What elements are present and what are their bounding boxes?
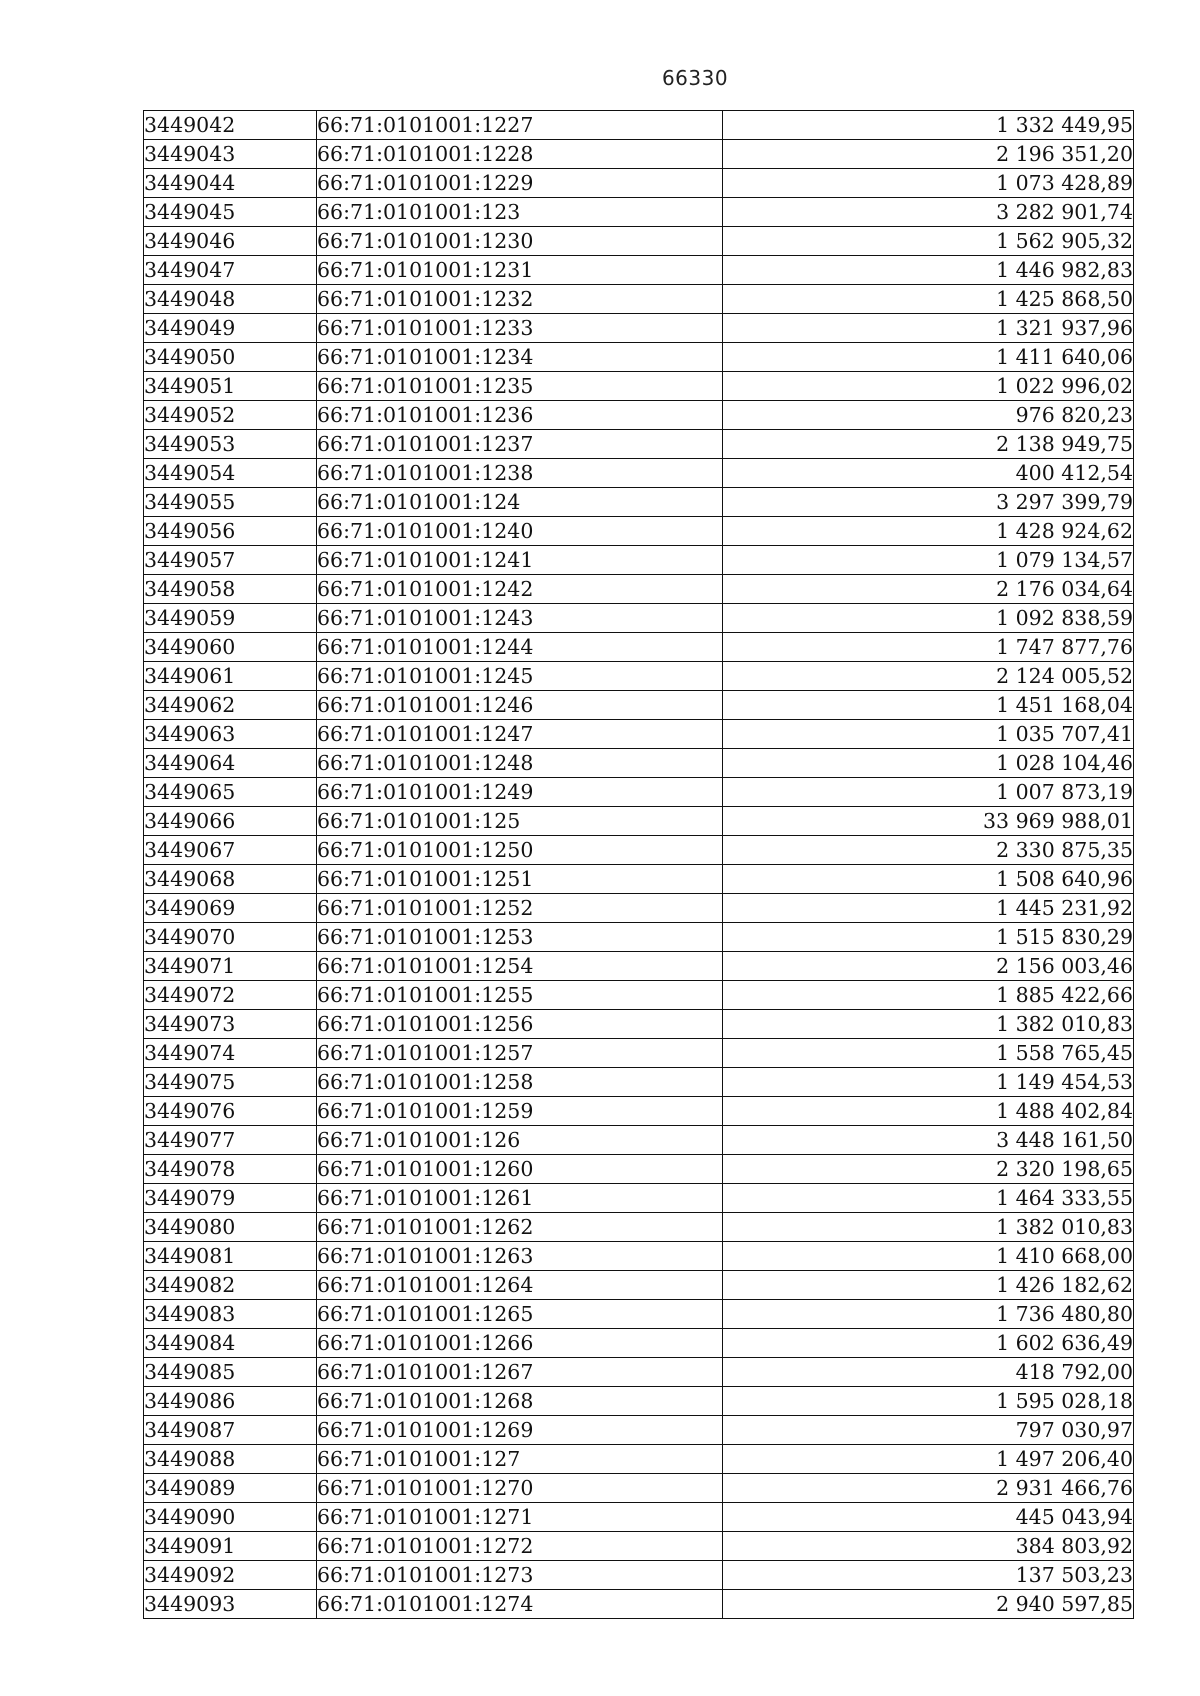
cadastral-number-cell: 66:71:0101001:1240	[317, 517, 723, 546]
value-cell: 3 297 399,79	[723, 488, 1134, 517]
cadastral-number-cell: 66:71:0101001:1236	[317, 401, 723, 430]
cadastral-number-cell: 66:71:0101001:1231	[317, 256, 723, 285]
value-cell: 137 503,23	[723, 1561, 1134, 1590]
value-cell: 1 464 333,55	[723, 1184, 1134, 1213]
value-cell: 384 803,92	[723, 1532, 1134, 1561]
table-row	[144, 1300, 1134, 1329]
cadastral-number-cell: 66:71:0101001:1265	[317, 1300, 723, 1329]
table-row	[144, 1068, 1134, 1097]
table-row	[144, 1445, 1134, 1474]
value-cell: 2 156 003,46	[723, 952, 1134, 981]
cadastral-number-cell: 66:71:0101001:1242	[317, 575, 723, 604]
value-cell: 1 558 765,45	[723, 1039, 1134, 1068]
cadastral-number-cell: 66:71:0101001:1266	[317, 1329, 723, 1358]
table-row	[144, 285, 1134, 314]
table-row	[144, 517, 1134, 546]
row-id-cell: 3449087	[144, 1416, 317, 1445]
value-cell: 1 562 905,32	[723, 227, 1134, 256]
cadastral-number-cell: 66:71:0101001:1230	[317, 227, 723, 256]
row-id-cell: 3449066	[144, 807, 317, 836]
table-row	[144, 1329, 1134, 1358]
cadastral-number-cell: 66:71:0101001:1260	[317, 1155, 723, 1184]
cadastral-number-cell: 66:71:0101001:123	[317, 198, 723, 227]
value-cell: 2 931 466,76	[723, 1474, 1134, 1503]
cadastral-number-cell: 66:71:0101001:1261	[317, 1184, 723, 1213]
row-id-cell: 3449063	[144, 720, 317, 749]
cadastral-number-cell: 66:71:0101001:1246	[317, 691, 723, 720]
row-id-cell: 3449050	[144, 343, 317, 372]
table-row	[144, 169, 1134, 198]
row-id-cell: 3449080	[144, 1213, 317, 1242]
row-id-cell: 3449052	[144, 401, 317, 430]
table-row	[144, 662, 1134, 691]
cadastral-number-cell: 66:71:0101001:125	[317, 807, 723, 836]
data-table	[143, 110, 1134, 1619]
row-id-cell: 3449064	[144, 749, 317, 778]
table-row	[144, 1561, 1134, 1590]
value-cell: 2 320 198,65	[723, 1155, 1134, 1184]
value-cell: 1 382 010,83	[723, 1010, 1134, 1039]
row-id-cell: 3449069	[144, 894, 317, 923]
row-id-cell: 3449065	[144, 778, 317, 807]
cadastral-number-cell: 66:71:0101001:1235	[317, 372, 723, 401]
row-id-cell: 3449074	[144, 1039, 317, 1068]
value-cell: 976 820,23	[723, 401, 1134, 430]
table-row	[144, 865, 1134, 894]
row-id-cell: 3449079	[144, 1184, 317, 1213]
table-row	[144, 1213, 1134, 1242]
cadastral-number-cell: 66:71:0101001:1237	[317, 430, 723, 459]
value-cell: 1 007 873,19	[723, 778, 1134, 807]
table-row	[144, 1590, 1134, 1619]
table-row	[144, 1387, 1134, 1416]
table-row	[144, 227, 1134, 256]
table-row	[144, 1474, 1134, 1503]
row-id-cell: 3449071	[144, 952, 317, 981]
row-id-cell: 3449076	[144, 1097, 317, 1126]
value-cell: 2 196 351,20	[723, 140, 1134, 169]
table-row	[144, 1416, 1134, 1445]
value-cell: 3 282 901,74	[723, 198, 1134, 227]
table-row	[144, 1126, 1134, 1155]
value-cell: 3 448 161,50	[723, 1126, 1134, 1155]
value-cell: 2 138 949,75	[723, 430, 1134, 459]
value-cell: 1 410 668,00	[723, 1242, 1134, 1271]
cadastral-number-cell: 66:71:0101001:1227	[317, 111, 723, 140]
cadastral-number-cell: 66:71:0101001:1249	[317, 778, 723, 807]
row-id-cell: 3449093	[144, 1590, 317, 1619]
row-id-cell: 3449045	[144, 198, 317, 227]
value-cell: 1 736 480,80	[723, 1300, 1134, 1329]
table-row	[144, 1242, 1134, 1271]
cadastral-number-cell: 66:71:0101001:1228	[317, 140, 723, 169]
cadastral-number-cell: 66:71:0101001:1259	[317, 1097, 723, 1126]
cadastral-number-cell: 66:71:0101001:1243	[317, 604, 723, 633]
table-row	[144, 604, 1134, 633]
row-id-cell: 3449073	[144, 1010, 317, 1039]
table-row	[144, 140, 1134, 169]
row-id-cell: 3449088	[144, 1445, 317, 1474]
table-row	[144, 1184, 1134, 1213]
cadastral-number-cell: 66:71:0101001:1244	[317, 633, 723, 662]
value-cell: 33 969 988,01	[723, 807, 1134, 836]
row-id-cell: 3449082	[144, 1271, 317, 1300]
value-cell: 1 515 830,29	[723, 923, 1134, 952]
cadastral-number-cell: 66:71:0101001:1251	[317, 865, 723, 894]
value-cell: 1 022 996,02	[723, 372, 1134, 401]
table-row	[144, 981, 1134, 1010]
table-row	[144, 256, 1134, 285]
table-row	[144, 691, 1134, 720]
row-id-cell: 3449091	[144, 1532, 317, 1561]
table-row	[144, 720, 1134, 749]
value-cell: 1 488 402,84	[723, 1097, 1134, 1126]
cadastral-number-cell: 66:71:0101001:1273	[317, 1561, 723, 1590]
row-id-cell: 3449077	[144, 1126, 317, 1155]
value-cell: 400 412,54	[723, 459, 1134, 488]
table-row	[144, 749, 1134, 778]
table-row	[144, 894, 1134, 923]
row-id-cell: 3449049	[144, 314, 317, 343]
row-id-cell: 3449084	[144, 1329, 317, 1358]
cadastral-number-cell: 66:71:0101001:127	[317, 1445, 723, 1474]
row-id-cell: 3449081	[144, 1242, 317, 1271]
value-cell: 1 092 838,59	[723, 604, 1134, 633]
value-cell: 2 124 005,52	[723, 662, 1134, 691]
value-cell: 1 149 454,53	[723, 1068, 1134, 1097]
row-id-cell: 3449085	[144, 1358, 317, 1387]
cadastral-number-cell: 66:71:0101001:1233	[317, 314, 723, 343]
row-id-cell: 3449067	[144, 836, 317, 865]
cadastral-number-cell: 66:71:0101001:1248	[317, 749, 723, 778]
page-number: 66330	[661, 66, 729, 90]
value-cell: 1 321 937,96	[723, 314, 1134, 343]
value-cell: 797 030,97	[723, 1416, 1134, 1445]
table-row	[144, 1039, 1134, 1068]
value-cell: 1 602 636,49	[723, 1329, 1134, 1358]
table-row	[144, 807, 1134, 836]
table-row	[144, 923, 1134, 952]
cadastral-number-cell: 66:71:0101001:1229	[317, 169, 723, 198]
cadastral-number-cell: 66:71:0101001:1254	[317, 952, 723, 981]
value-cell: 445 043,94	[723, 1503, 1134, 1532]
row-id-cell: 3449078	[144, 1155, 317, 1184]
cadastral-number-cell: 66:71:0101001:1268	[317, 1387, 723, 1416]
row-id-cell: 3449043	[144, 140, 317, 169]
row-id-cell: 3449083	[144, 1300, 317, 1329]
cadastral-number-cell: 66:71:0101001:1262	[317, 1213, 723, 1242]
row-id-cell: 3449089	[144, 1474, 317, 1503]
value-cell: 1 451 168,04	[723, 691, 1134, 720]
table-row	[144, 111, 1134, 140]
cadastral-number-cell: 66:71:0101001:1256	[317, 1010, 723, 1039]
value-cell: 2 330 875,35	[723, 836, 1134, 865]
row-id-cell: 3449046	[144, 227, 317, 256]
table-row	[144, 1097, 1134, 1126]
row-id-cell: 3449057	[144, 546, 317, 575]
row-id-cell: 3449092	[144, 1561, 317, 1590]
table-row	[144, 314, 1134, 343]
table-row	[144, 1155, 1134, 1184]
table-row	[144, 343, 1134, 372]
row-id-cell: 3449044	[144, 169, 317, 198]
table-row	[144, 575, 1134, 604]
table-row	[144, 1010, 1134, 1039]
table-row	[144, 778, 1134, 807]
cadastral-number-cell: 66:71:0101001:1252	[317, 894, 723, 923]
row-id-cell: 3449042	[144, 111, 317, 140]
table-row	[144, 488, 1134, 517]
table-row	[144, 459, 1134, 488]
cadastral-number-cell: 66:71:0101001:1263	[317, 1242, 723, 1271]
value-cell: 1 428 924,62	[723, 517, 1134, 546]
value-cell: 1 079 134,57	[723, 546, 1134, 575]
row-id-cell: 3449059	[144, 604, 317, 633]
row-id-cell: 3449062	[144, 691, 317, 720]
value-cell: 1 446 982,83	[723, 256, 1134, 285]
row-id-cell: 3449056	[144, 517, 317, 546]
table-row	[144, 1503, 1134, 1532]
value-cell: 1 425 868,50	[723, 285, 1134, 314]
value-cell: 2 940 597,85	[723, 1590, 1134, 1619]
row-id-cell: 3449058	[144, 575, 317, 604]
cadastral-number-cell: 66:71:0101001:1258	[317, 1068, 723, 1097]
row-id-cell: 3449068	[144, 865, 317, 894]
cadastral-number-cell: 66:71:0101001:124	[317, 488, 723, 517]
value-cell: 1 028 104,46	[723, 749, 1134, 778]
cadastral-number-cell: 66:71:0101001:1269	[317, 1416, 723, 1445]
table-row	[144, 198, 1134, 227]
cadastral-number-cell: 66:71:0101001:1264	[317, 1271, 723, 1300]
value-cell: 1 426 182,62	[723, 1271, 1134, 1300]
cadastral-number-cell: 66:71:0101001:1245	[317, 662, 723, 691]
table-row	[144, 633, 1134, 662]
value-cell: 1 497 206,40	[723, 1445, 1134, 1474]
row-id-cell: 3449051	[144, 372, 317, 401]
value-cell: 1 747 877,76	[723, 633, 1134, 662]
value-cell: 1 508 640,96	[723, 865, 1134, 894]
value-cell: 1 073 428,89	[723, 169, 1134, 198]
table-body	[144, 111, 1134, 1619]
table-row	[144, 430, 1134, 459]
cadastral-number-cell: 66:71:0101001:1267	[317, 1358, 723, 1387]
cadastral-number-cell: 66:71:0101001:1270	[317, 1474, 723, 1503]
row-id-cell: 3449072	[144, 981, 317, 1010]
table-row	[144, 1271, 1134, 1300]
value-cell: 2 176 034,64	[723, 575, 1134, 604]
value-cell: 1 445 231,92	[723, 894, 1134, 923]
cadastral-number-cell: 66:71:0101001:1247	[317, 720, 723, 749]
row-id-cell: 3449075	[144, 1068, 317, 1097]
value-cell: 1 595 028,18	[723, 1387, 1134, 1416]
cadastral-number-cell: 66:71:0101001:1271	[317, 1503, 723, 1532]
row-id-cell: 3449047	[144, 256, 317, 285]
cadastral-number-cell: 66:71:0101001:1234	[317, 343, 723, 372]
cadastral-number-cell: 66:71:0101001:1241	[317, 546, 723, 575]
table-row	[144, 546, 1134, 575]
row-id-cell: 3449055	[144, 488, 317, 517]
table-row	[144, 836, 1134, 865]
cadastral-number-cell: 66:71:0101001:1255	[317, 981, 723, 1010]
row-id-cell: 3449061	[144, 662, 317, 691]
cadastral-number-cell: 66:71:0101001:1238	[317, 459, 723, 488]
value-cell: 1 382 010,83	[723, 1213, 1134, 1242]
table-row	[144, 401, 1134, 430]
table-row	[144, 952, 1134, 981]
table-row	[144, 1358, 1134, 1387]
cadastral-number-cell: 66:71:0101001:1253	[317, 923, 723, 952]
value-cell: 1 411 640,06	[723, 343, 1134, 372]
cadastral-number-cell: 66:71:0101001:1232	[317, 285, 723, 314]
cadastral-number-cell: 66:71:0101001:1274	[317, 1590, 723, 1619]
row-id-cell: 3449070	[144, 923, 317, 952]
row-id-cell: 3449060	[144, 633, 317, 662]
row-id-cell: 3449054	[144, 459, 317, 488]
value-cell: 418 792,00	[723, 1358, 1134, 1387]
cadastral-number-cell: 66:71:0101001:126	[317, 1126, 723, 1155]
row-id-cell: 3449086	[144, 1387, 317, 1416]
table-row	[144, 1532, 1134, 1561]
table-row	[144, 372, 1134, 401]
row-id-cell: 3449053	[144, 430, 317, 459]
row-id-cell: 3449090	[144, 1503, 317, 1532]
cadastral-number-cell: 66:71:0101001:1257	[317, 1039, 723, 1068]
value-cell: 1 035 707,41	[723, 720, 1134, 749]
value-cell: 1 332 449,95	[723, 111, 1134, 140]
cadastral-number-cell: 66:71:0101001:1272	[317, 1532, 723, 1561]
row-id-cell: 3449048	[144, 285, 317, 314]
value-cell: 1 885 422,66	[723, 981, 1134, 1010]
cadastral-number-cell: 66:71:0101001:1250	[317, 836, 723, 865]
